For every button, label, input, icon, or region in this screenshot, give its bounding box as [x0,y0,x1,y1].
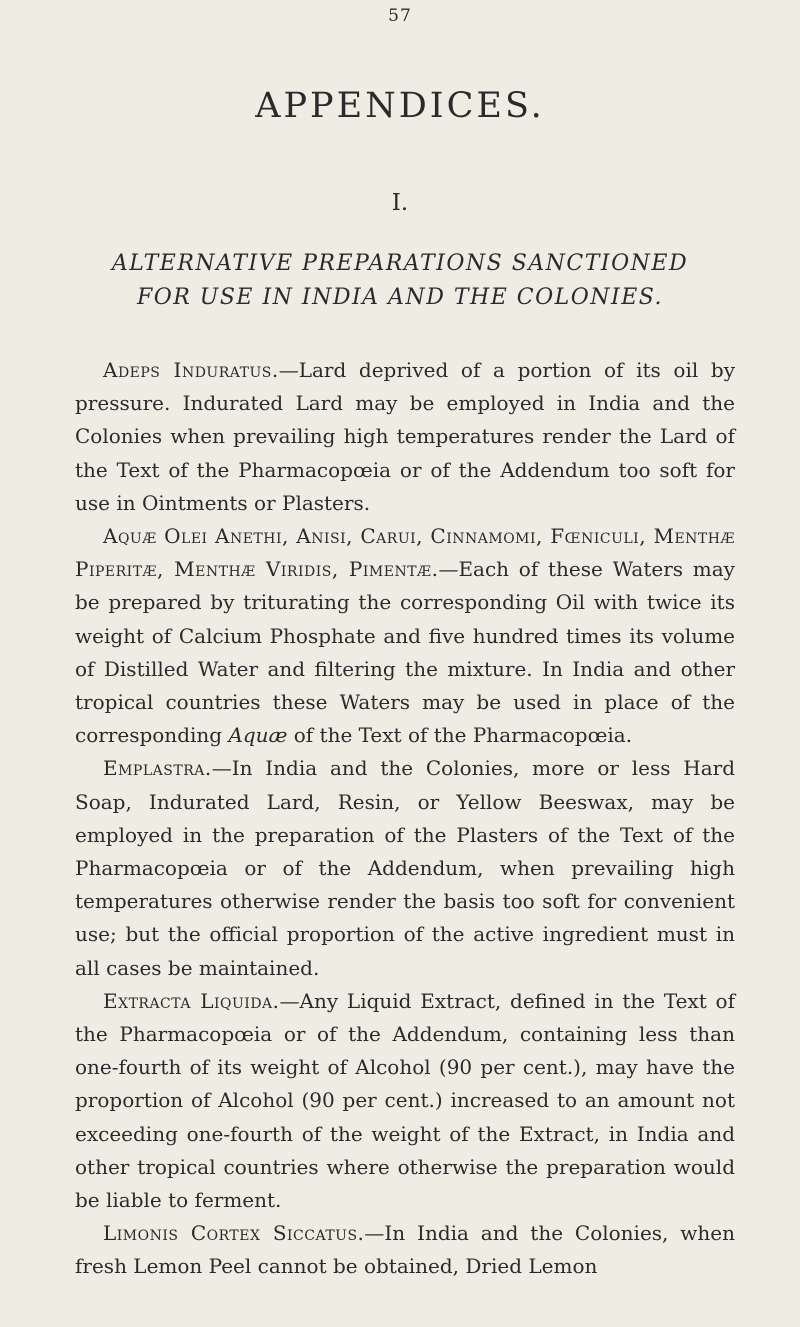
page-title: APPENDICES. [255,86,545,126]
entry-body: —In India and the Colonies, more or less Hard Soap, Indurated Lard, Resin, or Yellow Beeswax, may be employed in the preparation of the Plasters of the Text of the Pharmacopœia or of the Addendum, when prevailing high temperatures otherwise render the basis too soft for convenient use; but the official proportion of the active ingredient must in all cases be maintained. [75,756,735,980]
subtitle-line-2: FOR USE IN INDIA AND THE COLONIES. [136,285,664,310]
entry-heading: Limonis Cortex Siccatus. [103,1221,365,1246]
entry-adeps [75,354,735,520]
entry-body: —Any Liquid Extract, defined in the Text of the Pharmacopœia or of the Addendum, containing less than one-fourth of its weight of Alcohol (90 per cent.), may have the proportion of Alcohol (90 per cent.) increased to an amount not exceeding one-fourth of the weight of the Extract, in India and other tropical countries where otherwise the preparation would be liable to ferment. [75,988,735,1213]
section-number: I. [391,190,409,216]
entry-heading: Emplastra. [103,756,212,781]
subtitle-line-1: ALTERNATIVE PREPARATIONS SANCTIONED [111,251,689,276]
entry-emplastra [75,752,735,984]
entry-body-end: of the Text of the Pharmacopœia. [287,723,633,748]
entry-aquae [75,520,735,752]
entry-body: —Each of these Waters may be prepared by triturating the corresponding Oil with twice its weight of Calcium Phosphate and five hundred times its volume of Distilled Water and filtering the mixture. In India and other tropical countries these Waters may be used in place of the corresponding [75,557,735,748]
entry-extracta [75,985,735,1217]
page-number: 57 [388,6,412,26]
entry-body: —In India and the Colonies, when fresh Lemon Peel cannot be obtained, Dried Lemon [75,1221,735,1279]
entry-body-italic: Aquæ [228,723,288,748]
entry-limonis [75,1217,735,1283]
section-subtitle [0,247,800,315]
entry-body: —Lard deprived of a portion of its oil by pressure. Indurated Lard may be employed in India and the Colonies when prevailing high temperatures render the Lard of the Text of the Pharmacopœia or of the Addendum too soft for use in Ointments or Plasters. [75,358,736,515]
entry-heading: Aquæ Olei Anethi, Anisi, Carui, Cinnamomi, Fœniculi, Menthæ Piperitæ, Menthæ Viridis, Pimentæ. [75,524,735,582]
entry-heading: Extracta Liquida. [103,988,280,1013]
entry-heading: Adeps Induratus. [103,358,279,382]
body-text [75,354,735,1284]
